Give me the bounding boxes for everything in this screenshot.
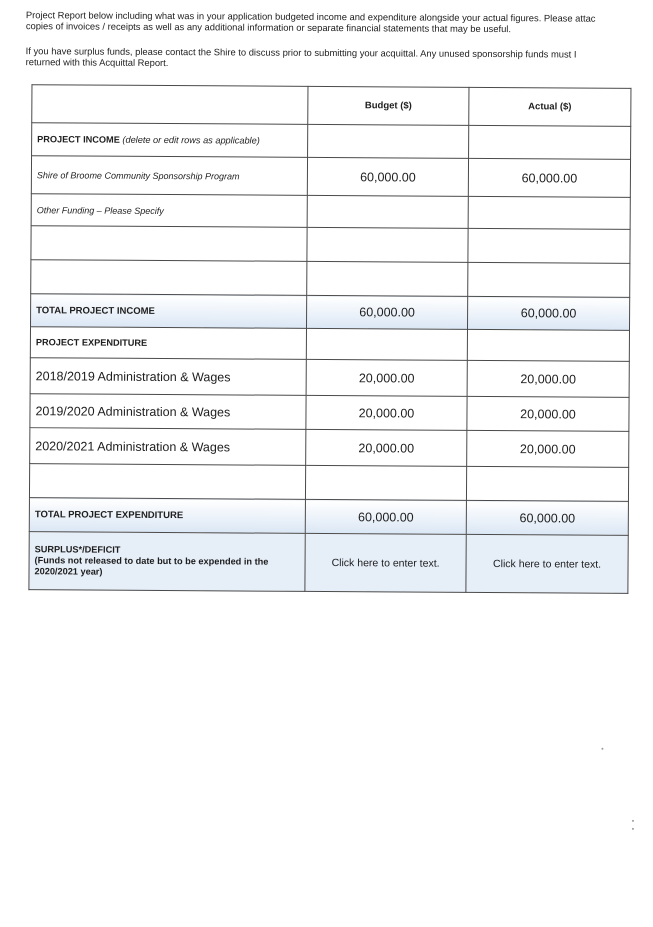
table-row — [30, 428, 629, 468]
income-row-actual[interactable] — [468, 196, 630, 229]
income-title: PROJECT INCOME — [37, 134, 120, 145]
intro-line: copies of invoices / receipts as well as any additional information or separate financial statements that may be useful. — [25, 20, 512, 35]
table-row — [30, 394, 629, 432]
surplus-actual-field[interactable]: Click here to enter text. — [466, 534, 628, 593]
expenditure-row-actual[interactable]: 20,000.00 — [467, 360, 629, 397]
scan-speck — [601, 748, 603, 750]
income-row-actual[interactable]: 60,000.00 — [468, 158, 630, 197]
income-total-budget: 60,000.00 — [306, 295, 467, 329]
scan-speck — [632, 828, 634, 830]
income-section-title — [32, 123, 308, 158]
table-row — [31, 156, 630, 198]
expenditure-total-label: TOTAL PROJECT EXPENDITURE — [29, 498, 305, 534]
intro-paragraph-instructions — [26, 9, 646, 35]
expenditure-row-label: 2019/2020 Administration & Wages — [30, 394, 306, 430]
intro-line: returned with this Acquittal Report. — [25, 56, 169, 69]
intro-paragraph-surplus — [26, 45, 646, 71]
expenditure-total-budget: 60,000.00 — [305, 499, 466, 534]
expenditure-section-row — [30, 327, 629, 362]
expenditure-row-budget[interactable]: 20,000.00 — [306, 359, 467, 396]
expenditure-row-budget[interactable]: 20,000.00 — [306, 429, 467, 466]
surplus-label — [29, 532, 305, 592]
income-total-row — [31, 294, 630, 331]
surplus-label-line: (Funds not released to date but to be expended in the — [34, 555, 269, 567]
income-row-budget[interactable]: 60,000.00 — [307, 157, 468, 196]
income-total-label: TOTAL PROJECT INCOME — [31, 294, 307, 329]
expenditure-row-actual[interactable]: 20,000.00 — [467, 396, 629, 431]
blank-row — [31, 260, 630, 298]
expenditure-section-title: PROJECT EXPENDITURE — [30, 327, 306, 360]
actual-header: Actual ($) — [469, 87, 631, 126]
blank-row — [29, 464, 628, 502]
income-row-label: Other Funding – Please Specify — [31, 194, 307, 228]
expenditure-row-label: 2018/2019 Administration & Wages — [30, 358, 306, 396]
intro-line: Project Report below including what was in your application budgeted income and expenditure alongside your actual figures. Please attac — [25, 9, 596, 24]
expenditure-row-label: 2020/2021 Administration & Wages — [30, 428, 306, 466]
surplus-row — [29, 532, 628, 594]
income-actual-blank — [469, 125, 631, 159]
income-row-label: Shire of Broome Community Sponsorship Program — [31, 156, 307, 196]
header-blank-cell — [32, 85, 308, 125]
table-header-row — [32, 85, 631, 127]
table-row — [31, 194, 630, 230]
income-total-actual: 60,000.00 — [467, 296, 629, 330]
income-note: (delete or edit rows as applicable) — [122, 134, 260, 146]
blank-row — [31, 226, 630, 264]
surplus-label-line: 2020/2021 year) — [34, 566, 103, 577]
table-row — [30, 358, 629, 398]
income-budget-blank — [308, 124, 469, 158]
intro-line: If you have surplus funds, please contact the Shire to discuss prior to submitting your acquittal. Any unused sponsorship funds must I — [25, 45, 577, 60]
scan-speck — [632, 820, 634, 822]
income-section-row — [32, 123, 631, 160]
surplus-budget-field[interactable]: Click here to enter text. — [305, 533, 466, 592]
income-row-budget[interactable] — [307, 195, 468, 228]
budget-header: Budget ($) — [308, 86, 469, 125]
expenditure-total-actual: 60,000.00 — [466, 500, 628, 535]
expenditure-row-budget[interactable]: 20,000.00 — [306, 395, 467, 430]
expenditure-row-actual[interactable]: 20,000.00 — [467, 430, 629, 467]
surplus-label-line: SURPLUS*/DEFICIT — [34, 544, 121, 555]
acquittal-table — [28, 84, 631, 594]
expenditure-total-row — [29, 498, 628, 536]
